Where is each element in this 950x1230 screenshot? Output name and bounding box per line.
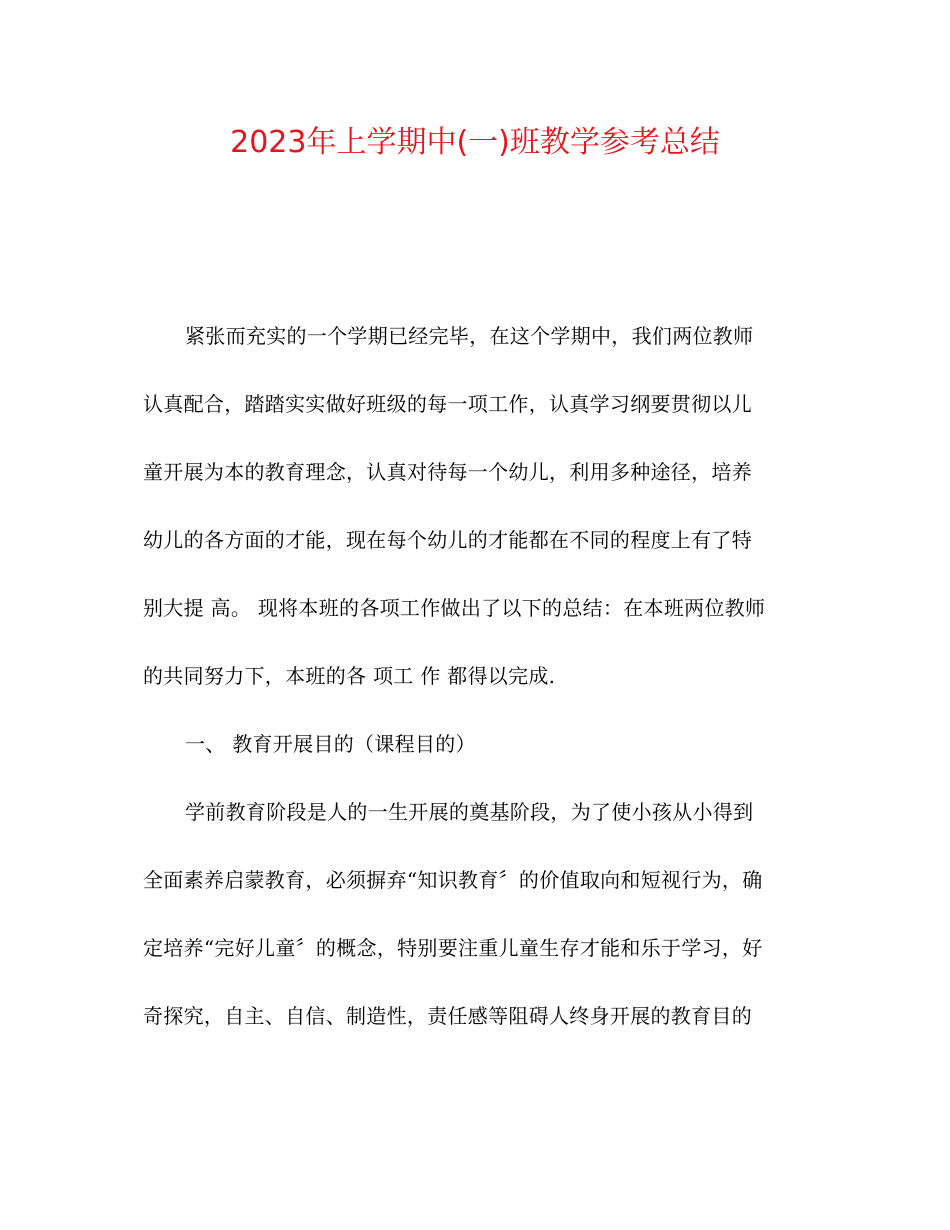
paragraph-line: 幼儿的各方面的才能，现在每个幼儿的才能都在不同的程度上有了特 [143, 528, 752, 552]
paragraph-line: 奇探究，自主、自信、制造性，责任感等阻碍人终身开展的教育目的 [143, 1004, 752, 1028]
document-title: 2023年上学期中(一)班教学参考总结 [230, 125, 720, 160]
paragraph-line: 学前教育阶段是人的一生开展的奠基阶段，为了使小孩从小得到 [185, 800, 754, 824]
section-heading: 一、 教育开展目的（课程目的） [185, 732, 476, 756]
paragraph-line: 童开展为本的教育理念，认真对待每一个幼儿，利用多种途径，培养 [143, 460, 752, 484]
paragraph-line: 别大提 高。 现将本班的各项工作做出了以下的总结：在本班两位教师 [143, 596, 766, 620]
document-body [143, 313, 813, 1061]
paragraph-line: 紧张而充实的一个学期已经完毕，在这个学期中，我们两位教师 [185, 324, 754, 348]
paragraph-line: 全面素养启蒙教育，必须摒弃“知识教育〞的价值取向和短视行为，确 [143, 868, 763, 892]
paragraph-line: 定培养“完好儿童〞的概念，特别要注重儿童生存才能和乐于学习，好 [143, 936, 763, 960]
paragraph-line: 的共同努力下，本班的各 项工 作 都得以完成. [143, 664, 556, 688]
paragraph-line: 认真配合，踏踏实实做好班级的每一项工作，认真学习纲要贯彻以儿 [143, 392, 752, 416]
